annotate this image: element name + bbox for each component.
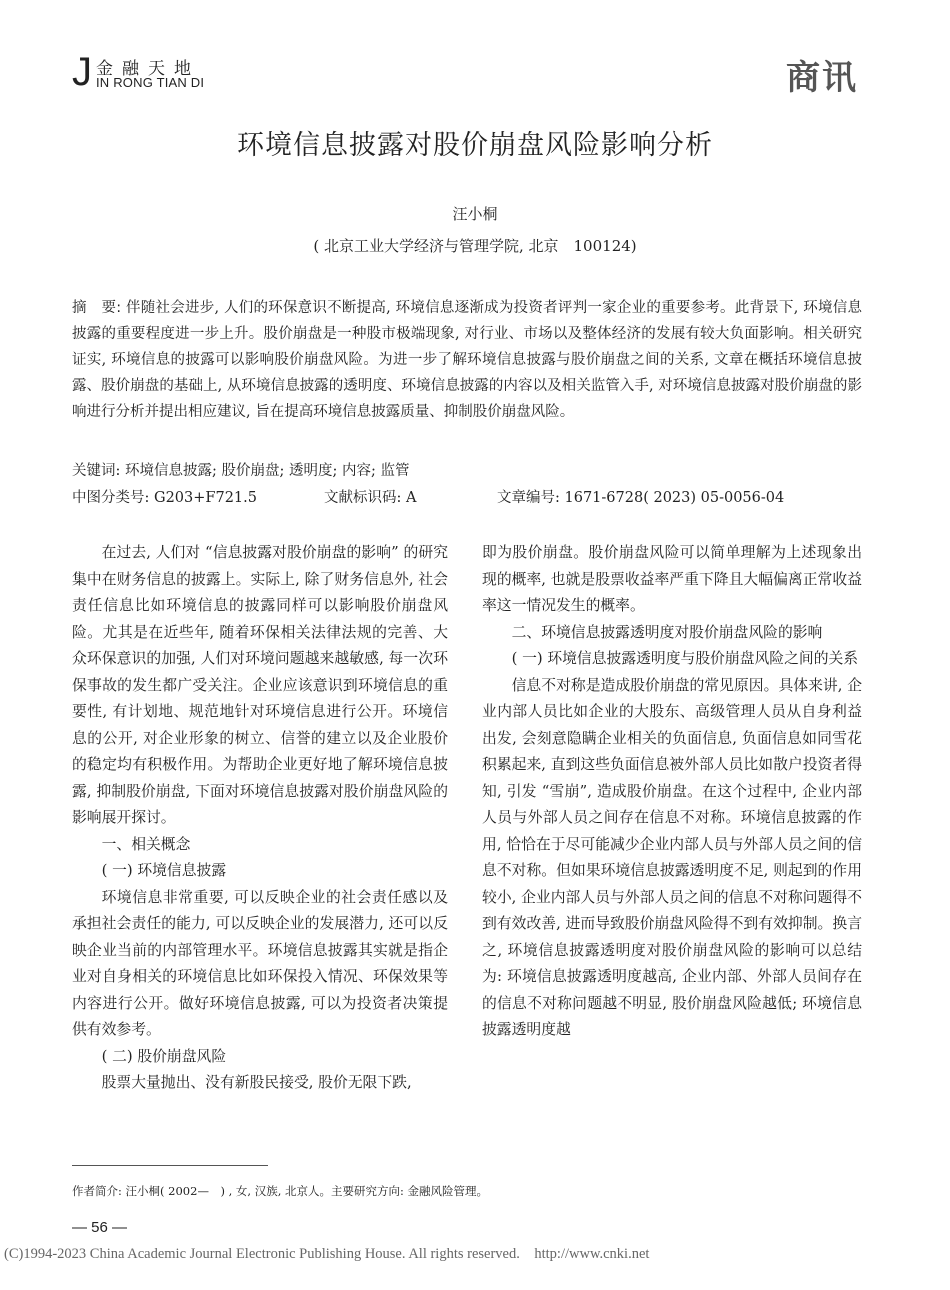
author-name: 汪小桐 — [452, 205, 498, 223]
body-paragraph: 信息不对称是造成股价崩盘的常见原因。具体来讲, 企业内部人员比如企业的大股东、高级管理人员从自身利益出发, 会刻意隐瞒企业相关的负面信息, 负面信息如同雪花积累起来, 直到这些负面信息被外部人员比如散户投资者得知, 引发 “雪崩”, 造成股价崩盘。在这个过程中, 企业内部人员与外部人员之间存在信息不对称。环境信息披露的作用, 恰恰在于尽可能减少企业内部人员与外部人员之间的信息不对称。但如果环境信息披露透明度不足, 则起到的作用较小, 企业内部人员与外部人员之间的信息不对称问题得不到有效改善, 进而导致股价崩盘风险得不到有效抑制。换言之, 环境信息披露透明度对股价崩盘风险的影响可以总结为: 环境信息披露透明度越高, 企业内部、外部人员间存在的信息不对称问题越不明显, 股价崩盘风险越低; 环境信息披露透明度越 — [482, 676, 862, 1038]
body-column-left — [72, 540, 448, 1097]
section-heading-1: 一、相关概念 — [101, 835, 191, 853]
subsection-heading-1-1: ( 一) 环境信息披露 — [101, 862, 227, 879]
body-column-right — [482, 540, 862, 1044]
column-name: 商讯 — [786, 58, 858, 98]
author-affiliation: ( 北京工业大学经济与管理学院, 北京 100124) — [313, 237, 637, 255]
article-title: 环境信息披露对股价崩盘风险影响分析 — [237, 130, 713, 161]
subsection-heading-2-1: ( 一) 环境信息披露透明度与股价崩盘风险之间的关系 — [511, 650, 859, 667]
section-heading-2: 二、环境信息披露透明度对股价崩盘风险的影响 — [511, 623, 823, 641]
continued-paragraph: 即为股价崩盘。股价崩盘风险可以简单理解为上述现象出现的概率, 也就是股票收益率严重下降且大幅偏离正常收益率这一情况发生的概率。 — [482, 544, 862, 614]
abstract-label: 摘 要: — [72, 300, 122, 316]
document-code: 文献标识码: A — [324, 490, 417, 506]
journal-logo-letter: J — [72, 50, 92, 94]
copyright-notice: (C)1994-2023 China Academic Journal Electronic Publishing House. All rights reserved. http://www.cnki.net — [4, 1246, 650, 1262]
abstract-text: 伴随社会进步, 人们的环保意识不断提高, 环境信息逐渐成为投资者评判一家企业的重要参考。此背景下, 环境信息披露的重要程度进一步上升。股价崩盘是一种股市极端现象, 对行业、市场以及整体经济的发展有较大负面影响。相关研究证实, 环境信息的披露可以影响股价崩盘风险。为进一步了解环境信息披露与股价崩盘之间的关系, 文章在概括环境信息披露、股价崩盘的基础上, 从环境信息披露的透明度、环境信息披露的内容以及相关监管入手, 对环境信息披露对股价崩盘的影响进行分析并提出相应建议, 旨在提高环境信息披露质量、抑制股价崩盘风险。 — [72, 300, 863, 420]
body-paragraph: 股票大量抛出、没有新股民接受, 股价无限下跌, — [101, 1074, 412, 1091]
footnote-divider — [72, 1165, 268, 1166]
abstract — [72, 295, 862, 425]
journal-name-chinese: 金融天地 — [96, 59, 200, 79]
intro-paragraph: 在过去, 人们对 “信息披露对股价崩盘的影响” 的研究集中在财务信息的披露上。实际上, 除了财务信息外, 社会责任信息比如环境信息的披露同样可以影响股价崩盘风险。尤其是在近些年, 随着环保相关法律法规的完善、大众环保意识的加强, 人们对环境问题越来越敏感, 每一次环保事故的发生都广受关注。企业应该意识到环境信息的重要性, 有计划地、规范地针对环境信息进行公开。环境信息的公开, 对企业形象的树立、信誉的建立以及企业股价的稳定均有积极作用。为帮助企业更好地了解环境信息披露, 抑制股价崩盘, 下面对环境信息披露对股价崩盘风险的影响展开探讨。 — [72, 544, 448, 826]
subsection-heading-1-2: ( 二) 股价崩盘风险 — [101, 1047, 227, 1065]
author-footnote: 作者简介: 汪小桐( 2002— ) , 女, 汉族, 北京人。主要研究方向: 金融风险管理。 — [72, 1184, 489, 1198]
clc-number: 中图分类号: G203+F721.5 — [72, 490, 257, 506]
keywords: 关键词: 环境信息披露; 股价崩盘; 透明度; 内容; 监管 — [72, 463, 410, 479]
journal-logo — [72, 50, 272, 94]
body-paragraph: 环境信息非常重要, 可以反映企业的社会责任感以及承担社会责任的能力, 可以反映企业的发展潜力, 还可以反映企业当前的内部管理水平。环境信息披露其实就是指企业对自身相关的环境信息比如环保投入情况、环保效果等内容进行公开。做好环境信息披露, 可以为投资者决策提供有效参考。 — [72, 888, 448, 1038]
article-number: 文章编号: 1671-6728( 2023) 05-0056-04 — [497, 490, 785, 506]
page-number: — 56 — — [72, 1219, 128, 1236]
journal-name-pinyin: IN RONG TIAN DI — [96, 75, 205, 90]
